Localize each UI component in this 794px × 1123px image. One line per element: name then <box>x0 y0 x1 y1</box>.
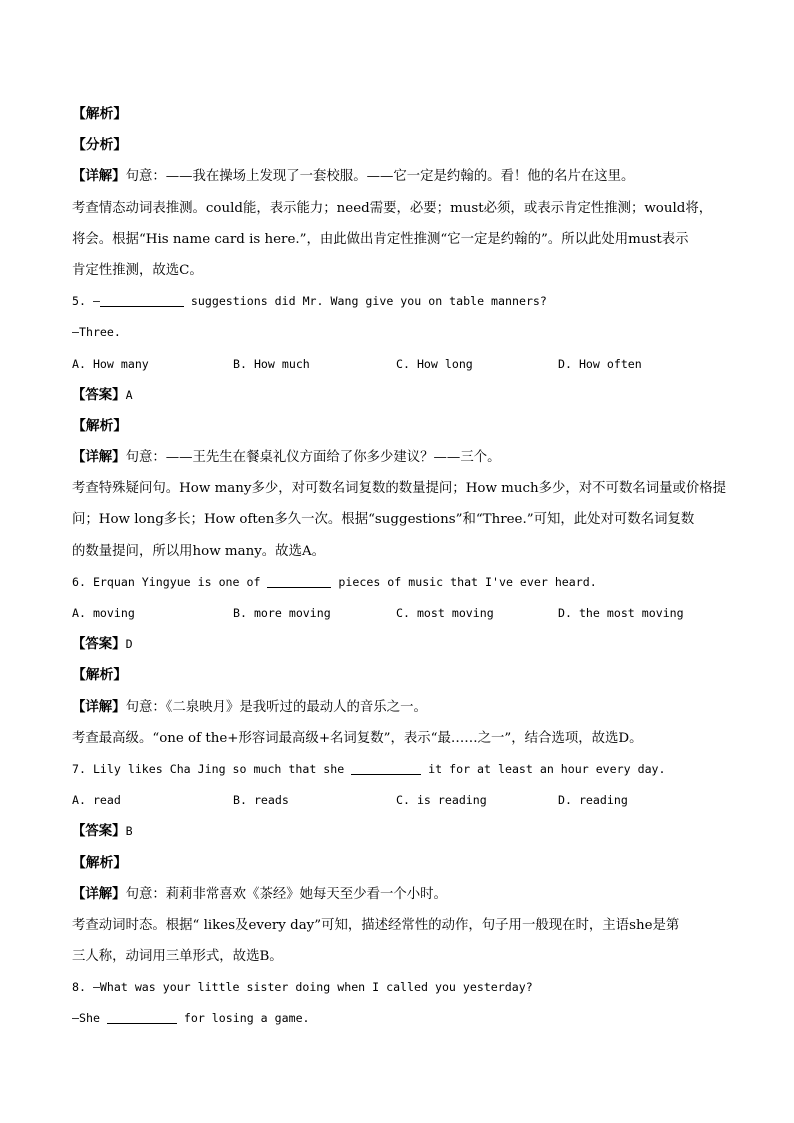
q5-option-c: C. How long <box>396 356 473 371</box>
q8-reply <box>72 1003 724 1034</box>
q5-option-a: A. How many <box>72 356 149 371</box>
q6-option-a: A. moving <box>72 606 135 620</box>
q5-answer-tag: 【答案】 <box>72 386 126 403</box>
document-page <box>72 99 727 1035</box>
q6-jiexi-tag: 【解析】 <box>72 667 128 684</box>
q6-stem-suffix: pieces of music that I've ever heard. <box>331 574 597 589</box>
q4-detail-tag: 【详解】 <box>72 168 126 185</box>
q8-stem: 8. —What was your little sister doing when I called you yesterday? <box>72 980 533 995</box>
q8-reply-prefix: —She <box>72 1011 107 1026</box>
q5-analysis-line-2: 问；How long多长；How often多久一次。根据“suggestions”和“Three.”可知，此处对可数名词复数 <box>72 512 695 528</box>
q4-jiexi-tag: 【解析】 <box>72 106 128 122</box>
q7-option-c: C. is reading <box>396 793 487 808</box>
q5-answer <box>72 380 724 411</box>
q6-detail <box>72 692 724 723</box>
q7-jiexi-tag: 【解析】 <box>72 854 128 871</box>
q6-detail-text: 句意：《二泉映月》是我听过的最动人的音乐之一。 <box>125 699 427 715</box>
q7-option-a: A. read <box>72 793 121 808</box>
q6-answer-value: D <box>125 637 133 652</box>
q5-stem-suffix: suggestions did Mr. Wang give you on table manners? <box>183 294 547 309</box>
q5-detail-tag: 【详解】 <box>72 449 126 466</box>
q4-analysis-line-2: 将会。根据“His name card is here.”，由此做出肯定性推测“它一定是约翰的”。所以此处用must表示 <box>72 231 689 247</box>
q7-stem <box>72 754 724 785</box>
q6-option-c: C. most moving <box>396 606 494 620</box>
q4-fenxi-tag: 【分析】 <box>72 137 128 154</box>
q5-analysis-line-3: 的数量提问，所以用how many。故选A。 <box>72 543 326 559</box>
q5-answer-value: A <box>125 387 133 402</box>
q4-analysis-line-3: 肯定性推测，故选C。 <box>72 262 203 278</box>
q8-answer-blank <box>107 1011 177 1024</box>
q7-detail-text: 句意：莉莉非常喜欢《茶经》她每天至少看一个小时。 <box>125 886 447 902</box>
q7-answer <box>72 816 724 847</box>
q7-analysis-line-2: 三人称，动词用三单形式，故选B。 <box>72 949 283 965</box>
q5-jiexi-tag: 【解析】 <box>72 417 128 434</box>
q7-detail-tag: 【详解】 <box>72 885 126 902</box>
q4-detail <box>72 161 724 192</box>
q5-reply: —Three. <box>72 325 121 340</box>
q4-analysis-line-1: 考查情态动词表推测。could能，表示能力；need需要，必要；must必须，或表示肯定性推测；would将， <box>72 200 713 216</box>
q6-answer-blank <box>267 575 331 588</box>
q7-detail <box>72 879 724 910</box>
q7-analysis-line-1: 考查动词时态。根据“ likes及every day”可知，描述经常性的动作，句子用一般现在时，主语she是第 <box>72 917 680 933</box>
q5-option-d: D. How often <box>558 356 642 371</box>
q6-answer <box>72 629 724 660</box>
q7-options <box>72 785 724 816</box>
q5-detail <box>72 442 724 473</box>
q5-analysis-line-1: 考查特殊疑问句。How many多少，对可数名词复数的数量提问；How much多少，对不可数名词量或价格提 <box>72 481 727 497</box>
q8-reply-suffix: for losing a game. <box>176 1011 310 1026</box>
q7-option-b: B. reads <box>233 793 289 808</box>
q7-option-d: D. reading <box>558 793 628 808</box>
q4-detail-text: 句意：——我在操场上发现了一套校服。——它一定是约翰的。看！他的名片在这里。 <box>125 169 635 185</box>
q6-option-d: D. the most moving <box>558 606 684 620</box>
q6-analysis-line-1: 考查最高级。“one of the+形容词最高级+名词复数”，表示“最……之一”，结合选项，故选D。 <box>72 730 643 746</box>
q7-stem-suffix: it for at least an hour every day. <box>421 761 666 776</box>
q7-stem-prefix: 7. Lily likes Cha Jing so much that she <box>72 761 352 776</box>
q6-answer-tag: 【答案】 <box>72 636 126 653</box>
q5-option-b: B. How much <box>233 356 310 371</box>
q6-stem <box>72 567 724 598</box>
q5-options <box>72 349 724 380</box>
q6-stem-prefix: 6. Erquan Yingyue is one of <box>72 574 268 589</box>
q6-detail-tag: 【详解】 <box>72 698 126 715</box>
q7-answer-value: B <box>125 824 133 839</box>
q5-stem-prefix: 5. — <box>72 294 100 309</box>
q5-stem <box>72 286 724 317</box>
q6-option-b: B. more moving <box>233 606 331 620</box>
q7-answer-blank <box>351 762 421 775</box>
q5-detail-text: 句意：——王先生在餐桌礼仪方面给了你多少建议？——三个。 <box>125 450 501 466</box>
q5-answer-blank <box>100 294 184 307</box>
q7-answer-tag: 【答案】 <box>72 823 126 840</box>
q6-options <box>72 598 724 629</box>
